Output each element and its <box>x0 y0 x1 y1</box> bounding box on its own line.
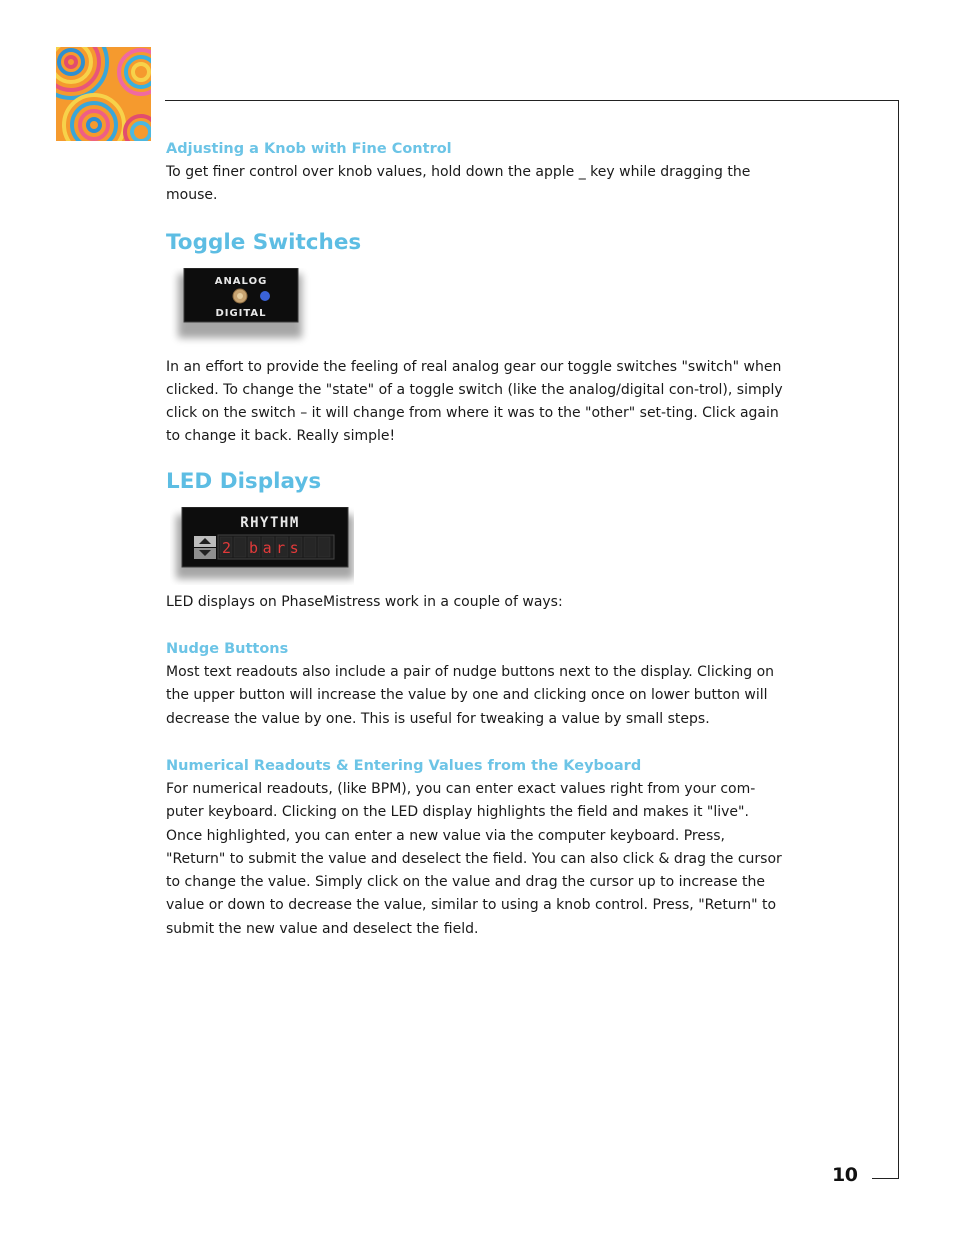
frame-line-bottom <box>872 1178 899 1179</box>
main-content <box>166 138 786 941</box>
toggle-top-label: ANALOG <box>214 275 268 287</box>
paragraph-toggle: In an effort to provide the feeling of real analog gear our toggle switches "switch" when clicked. To change the "state" of a toggle switch (like the analog/digital con-trol), simply click on the switch – it will change from where it was to the "other" set-ting. Click again to change it back. Really simple! <box>166 358 783 445</box>
led-display-image <box>166 497 786 589</box>
paragraph-led: LED displays on PhaseMistress work in a couple of ways: <box>166 593 563 610</box>
paragraph-fine-control: To get finer control over knob values, hold down the apple _ key while dragging the mouse. <box>166 164 751 204</box>
led-title-label: RHYTHM <box>240 514 300 531</box>
toggle-bottom-label: DIGITAL <box>215 307 267 319</box>
heading-led-displays: LED Displays <box>166 468 322 494</box>
led-value-text: 2 bars <box>222 538 304 557</box>
paragraph-numerical: For numerical readouts, (like BPM), you can enter exact values right from your com-puter keyboard. Clicking on the LED display highlights the field and makes it "live". Once highlighted, you can enter a new value via the computer keyboard. Press, "Return" to submit the value and deselect the field. You can also click & drag the cursor to change the value. Simply click on the value and drag the cursor up to increase the value or down to decrease the value, similar to using a knob control. Press, "Return" to submit the new value and deselect the field. <box>166 780 782 937</box>
paragraph-nudge: Most text readouts also include a pair of nudge buttons next to the display. Clicking on the upper button will increase the value by one and clicking once on lower button will decrease the value by one. This is useful for tweaking a value by small steps. <box>166 664 775 727</box>
decorative-circles-logo <box>56 47 151 141</box>
page-number: 10 <box>832 1164 858 1186</box>
heading-toggle-switches: Toggle Switches <box>166 229 362 255</box>
heading-nudge-buttons: Nudge Buttons <box>166 641 289 658</box>
frame-line-top <box>165 100 899 101</box>
heading-fine-control: Adjusting a Knob with Fine Control <box>166 141 452 157</box>
heading-numerical-readouts: Numerical Readouts & Entering Values from the Keyboard <box>166 757 642 774</box>
toggle-switch-image <box>166 258 786 352</box>
frame-line-right <box>898 100 899 1179</box>
